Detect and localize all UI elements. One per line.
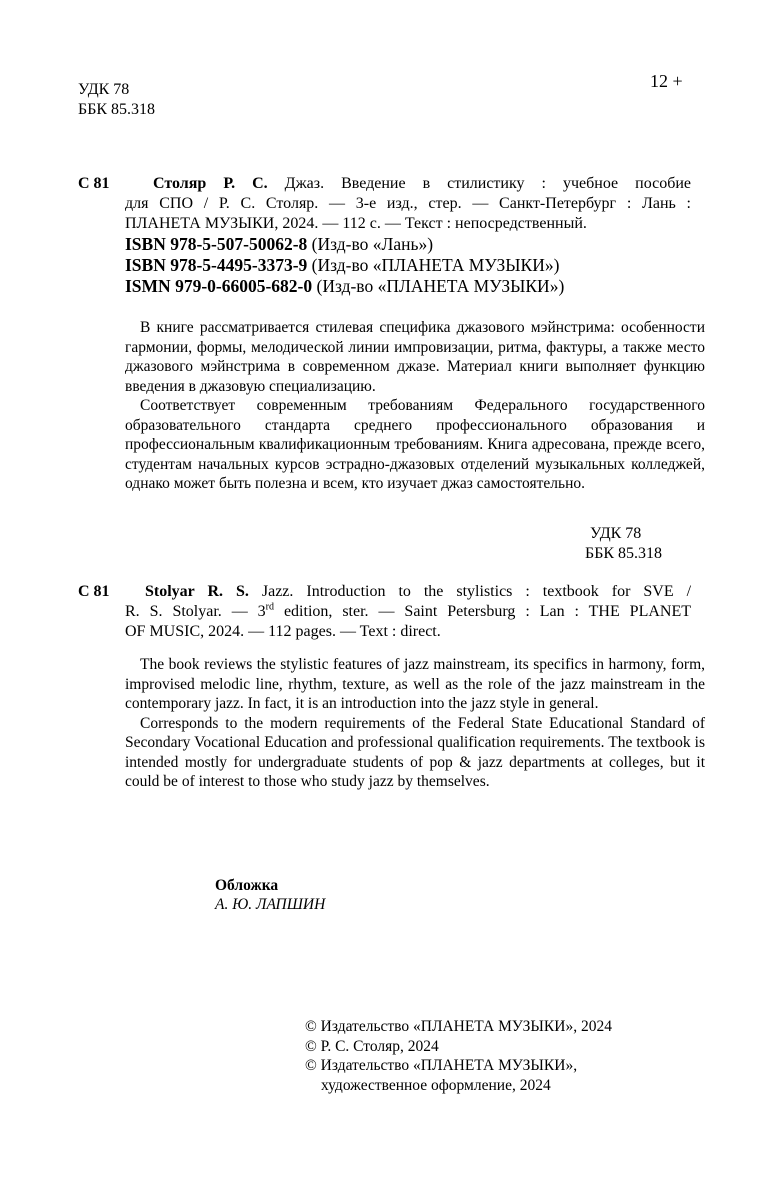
cover-label: Обложка <box>215 877 279 894</box>
top-udk: УДК 78 <box>78 81 130 98</box>
copyright-block <box>305 1017 612 1095</box>
mid-bbk: ББК 85.318 <box>585 545 663 562</box>
en-bibliographic-entry <box>125 582 691 642</box>
en-entry-line3: OF MUSIC, 2024. — 112 pages. — Text : direct. <box>125 623 441 640</box>
ru-title: Джаз. Введение в стилистику : учебное пособие <box>284 175 692 192</box>
copyright-line4: художественное оформление, 2024 <box>321 1076 551 1094</box>
ru-entry-code: С 81 <box>78 175 110 192</box>
mid-udk: УДК 78 <box>590 525 642 542</box>
ru-bibliographic-entry <box>125 174 691 234</box>
age-rating: 12 + <box>650 71 683 91</box>
cover-artist: А. Ю. ЛАПШИН <box>215 896 326 913</box>
identifier-isbn-lan: ISBN 978-5-507-50062-8 (Изд-во «Лань») <box>125 234 434 254</box>
ru-annotation-p2: Соответствует современным требованиям Федерального государственного образовательного стандарта среднего профессионального образования и профессиональным квалификационным требованиям. Книга адресована, прежде всего, студентам начальных курсов эстрадно-джазовых отделений музыкальных колледжей, однако может быть полезна и всем, кто изучает джаз самостоятельно. <box>125 397 705 492</box>
ru-annotation <box>125 318 705 494</box>
ru-entry-line3: ПЛАНЕТА МУЗЫКИ, 2024. — 112 с. — Текст : непосредственный. <box>125 215 587 232</box>
ru-annotation-p1: В книге рассматривается стилевая специфика джазового мэйнстрима: особенности гармонии, формы, мелодической линии импровизации, ритма, фактуры, а также место джазового мэйнстрима в современном джазе. Материал книги выполняет функцию введения в джазовую специализацию. <box>125 319 705 395</box>
identifier-ismn: ISMN 979-0-66005-682-0 (Изд-во «ПЛАНЕТА МУЗЫКИ») <box>125 276 565 296</box>
en-entry-code: С 81 <box>78 583 110 600</box>
en-title: Jazz. Introduction to the stylistics : textbook for SVE / <box>261 583 692 600</box>
ru-author: Столяр Р. С. <box>153 175 268 192</box>
top-bbk: ББК 85.318 <box>78 101 156 118</box>
copyright-line3: © Издательство «ПЛАНЕТА МУЗЫКИ», <box>305 1057 578 1074</box>
en-annotation-p2: Corresponds to the modern requirements of the Federal State Educational Standard of Secondary Vocational Education and professional qualification requirements. The textbook is intended mostly for undergraduate students of pop & jazz departments at colleges, but it could be of interest to those who study jazz by themselves. <box>125 714 705 790</box>
ru-entry-line2: для СПО / Р. С. Столяр. — 3-е изд., стер. — Санкт-Петербург : Лань : <box>125 195 691 212</box>
copyright-line1: © Издательство «ПЛАНЕТА МУЗЫКИ», 2024 <box>305 1018 612 1035</box>
en-annotation-p1: The book reviews the stylistic features of jazz mainstream, its specifics in harmony, form, improvised melodic line, rhythm, texture, as well as the role of the jazz mainstream in the contemporary jazz. In fact, it is an introduction into the jazz style in general. <box>125 656 705 712</box>
en-annotation <box>125 655 705 792</box>
en-entry-line2: R. S. Stolyar. — 3rd edition, ster. — Saint Petersburg : Lan : THE PLANET <box>125 601 692 620</box>
identifier-list <box>125 234 564 297</box>
en-author: Stolyar R. S. <box>145 583 249 600</box>
copyright-line2: © Р. С. Столяр, 2024 <box>305 1037 439 1055</box>
identifier-isbn-planeta: ISBN 978-5-4495-3373-9 (Изд-во «ПЛАНЕТА МУЗЫКИ») <box>125 255 560 275</box>
